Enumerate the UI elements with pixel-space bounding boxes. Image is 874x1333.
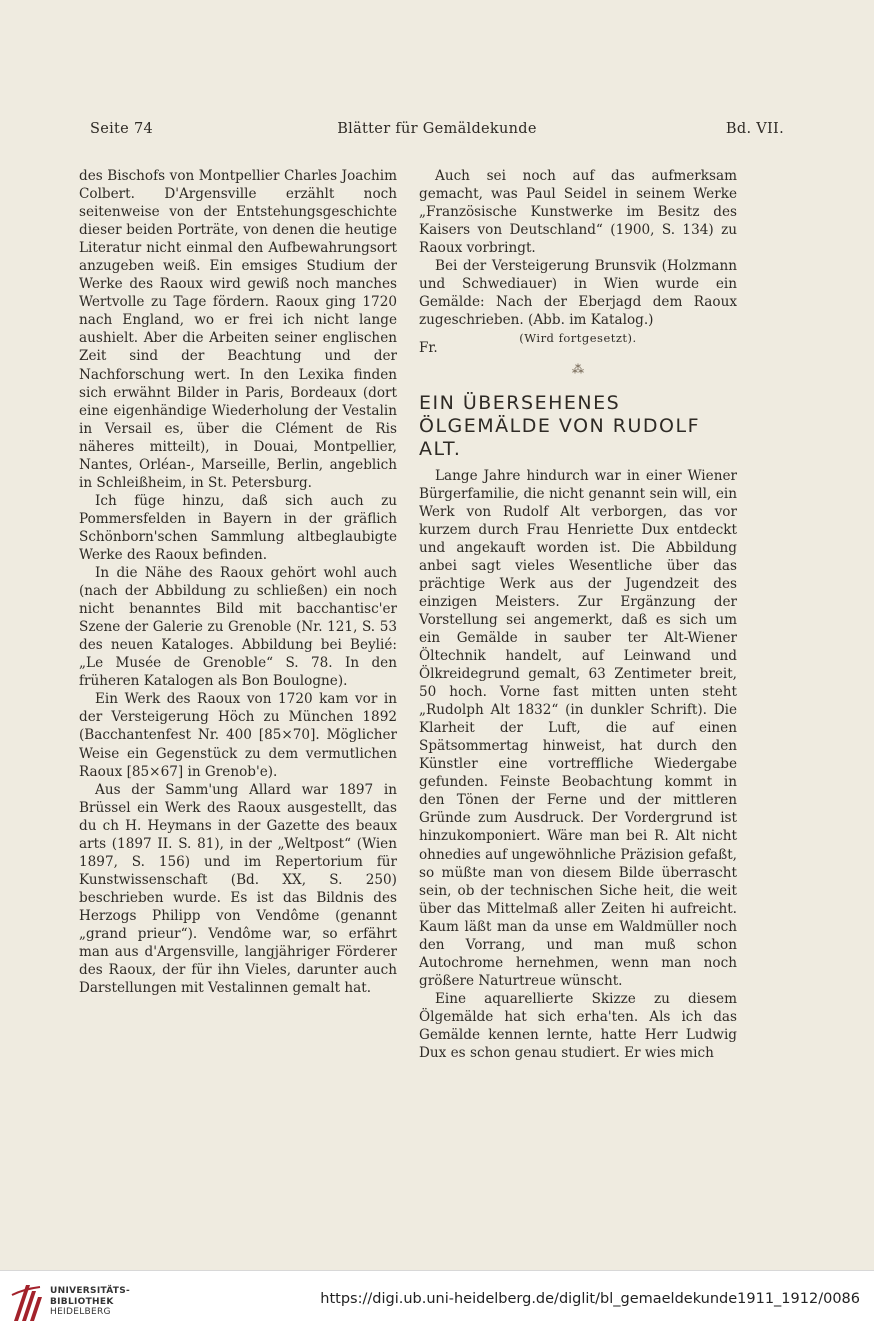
library-name (50, 1286, 130, 1318)
viewer-footer (0, 1270, 874, 1333)
library-name-line: BIBLIOTHEK (50, 1296, 114, 1307)
author-signature: Fr. (419, 340, 438, 357)
ornament-icon: ⁂ (572, 361, 584, 376)
paragraph: Eine aquarellierte Skizze zu diesem Ölgemälde hat sich erha'ten. Als ich das Gemälde kennen lernte, hatte Herr Ludwig Dux es schon genau studiert. Er wies mich (419, 990, 737, 1062)
library-name-line: UNIVERSITÄTS- (50, 1286, 131, 1296)
right-column (419, 167, 737, 1062)
paragraph: Ich füge hinzu, daß sich auch zu Pommersfelden in Bayern in der gräflich Schönborn'schen Sammlung altbeglaubigte Werke des Raoux befinden. (79, 492, 397, 563)
volume-label: Bd. VII. (725, 121, 784, 137)
paragraph: Lange Jahre hindurch war in einer Wiener Bürgerfamilie, die nicht genannt sein will, ein Werk von Rudolf Alt verborgen, das vor kurzem durch Frau Henriette Dux entdeckt und angekauft worden ist. Die Abbildung anbei sagt vieles Wesentliche über das prächtige Werk aus der Jugendzeit des einzigen Meisters. Zur Ergänzung der Vorstellung sei angemerkt, daß es sich um ein Gemälde in sauber ter Alt-Wiener Öltechnik handelt, auf Leinwand und Ölkreidegrund gemalt, 63 Zentimeter breit, 50 hoch. Vorne fast mitten unten steht „Rudolph Alt 1832“ (in dunkler Schrift). Die Klarheit der Luft, die auf einen Spätsommertag hinweist, hat durch den Künstler eine vortreffliche Wiedergabe gefunden. Feinste Beobachtung kommt in den Tönen der Ferne und der mittleren Gründe zum Ausdruck. Der Vordergrund ist hinzukomponiert. Wäre man bei R. Alt nicht ohnedies auf ungewöhnliche Präzision gefaßt, so müßte man von diesem Bilde überrascht sein, ob der technischen Siche heit, die weit über das Mittelmaß aller Zeiten hi aufreicht. Kaum läßt man da unse em Waldmüller noch den Vorrang, und man muß schon Autochrome hernehmen, wenn man noch größere Naturtreue wünscht. (419, 467, 737, 989)
article-title: EIN ÜBERSEHENES ÖLGEMÄLDE VON RUDOLF ALT. (419, 391, 700, 460)
permalink-url[interactable]: https://digi.ub.uni-heidelberg.de/diglit/bl_gemaeldekunde1911_1912/0086 (320, 1291, 860, 1307)
paragraph: Aus der Samm'ung Allard war 1897 in Brüssel ein Werk des Raoux ausgestellt, das du ch H. Heymans in der Gazette des beaux arts (1897 II. S. 81), in der „Weltpost“ (Wien 1897, S. 156) und im Repertorium für Kunstwissenschaft (Bd. XX, S. 250) beschrieben wurde. Es ist das Bildnis des Herzogs Philipp von Vendôme (genannt „grand prieur“). Vendôme war, so erfährt man aus d'Argensville, langjähriger Förderer des Raoux, der für ihn Vieles, darunter auch Darstellungen mit Vestalinnen gemalt hat. (79, 781, 397, 997)
library-name-line: HEIDELBERG (50, 1307, 111, 1317)
university-library-logo-icon (10, 1281, 44, 1323)
paragraph: Auch sei noch auf das aufmerksam gemacht, was Paul Seidel in seinem Werke „Französische Kunstwerke im Besitz des Kaisers von Deutschland“ (1900, S. 134) zu Raoux vorbringt. (419, 168, 737, 257)
paragraph: des Bischofs von Montpellier Charles Joachim Colbert. D'Argensville erzählt noch seitenweise von der Entstehungsgeschichte dieser beiden Porträte, von denen die heutige Literatur nicht einmal den Aufbewahrungsort anzugeben weiß. Ein emsiges Studium der Werke des Raoux wird gewiß noch manches Wertvolle zu Tage fördern. Raoux ging 1720 nach England, wo er frei ich nicht lange aushielt. Aber die Arbeiten seiner englischen Zeit sind der Beachtung und der Nachforschung wert. In den Lexika finden sich erwähnt Bilder in Paris, Bordeaux (dort eine eigenhändige Wiederholung der Vestalin in Versail es, über die Clément de Ris näheres mitteilt), in Douai, Montpellier, Nantes, Orléan-, Marseille, Berlin, angeblich in Schleißheim, in St. Petersburg. (79, 168, 397, 491)
journal-title: Blätter für Gemäldekunde (337, 121, 537, 137)
page-number: Seite 74 (90, 121, 154, 137)
running-header (90, 121, 784, 141)
paragraph: In die Nähe des Raoux gehört wohl auch (nach der Abbildung zu schließen) ein noch nicht benanntes Bild mit bacchantisc'er Szene der Galerie zu Grenoble (Nr. 121, S. 53 des neuen Kataloges. Abbildung bei Beylié: „Le Musée de Grenoble“ S. 78. In den früheren Katalogen als Bon Boulogne). (79, 565, 397, 690)
left-column (79, 167, 397, 997)
paragraph: Ein Werk des Raoux von 1720 kam vor in der Versteigerung Höch zu München 1892 (Bacchantenfest Nr. 400 [85×70]. Möglicher Weise ein Gegenstück zu dem vermutlichen Raoux [85×67] in Grenob'e). (79, 691, 397, 780)
continued-note: (Wird fortgesetzt). (519, 331, 637, 346)
paragraph: Bei der Versteigerung Brunsvik (Holzmann und Schwediauer) in Wien wurde ein Gemälde: Nach der Eberjagd dem Raoux zugeschrieben. (Abb. im Katalog.) (419, 258, 737, 329)
